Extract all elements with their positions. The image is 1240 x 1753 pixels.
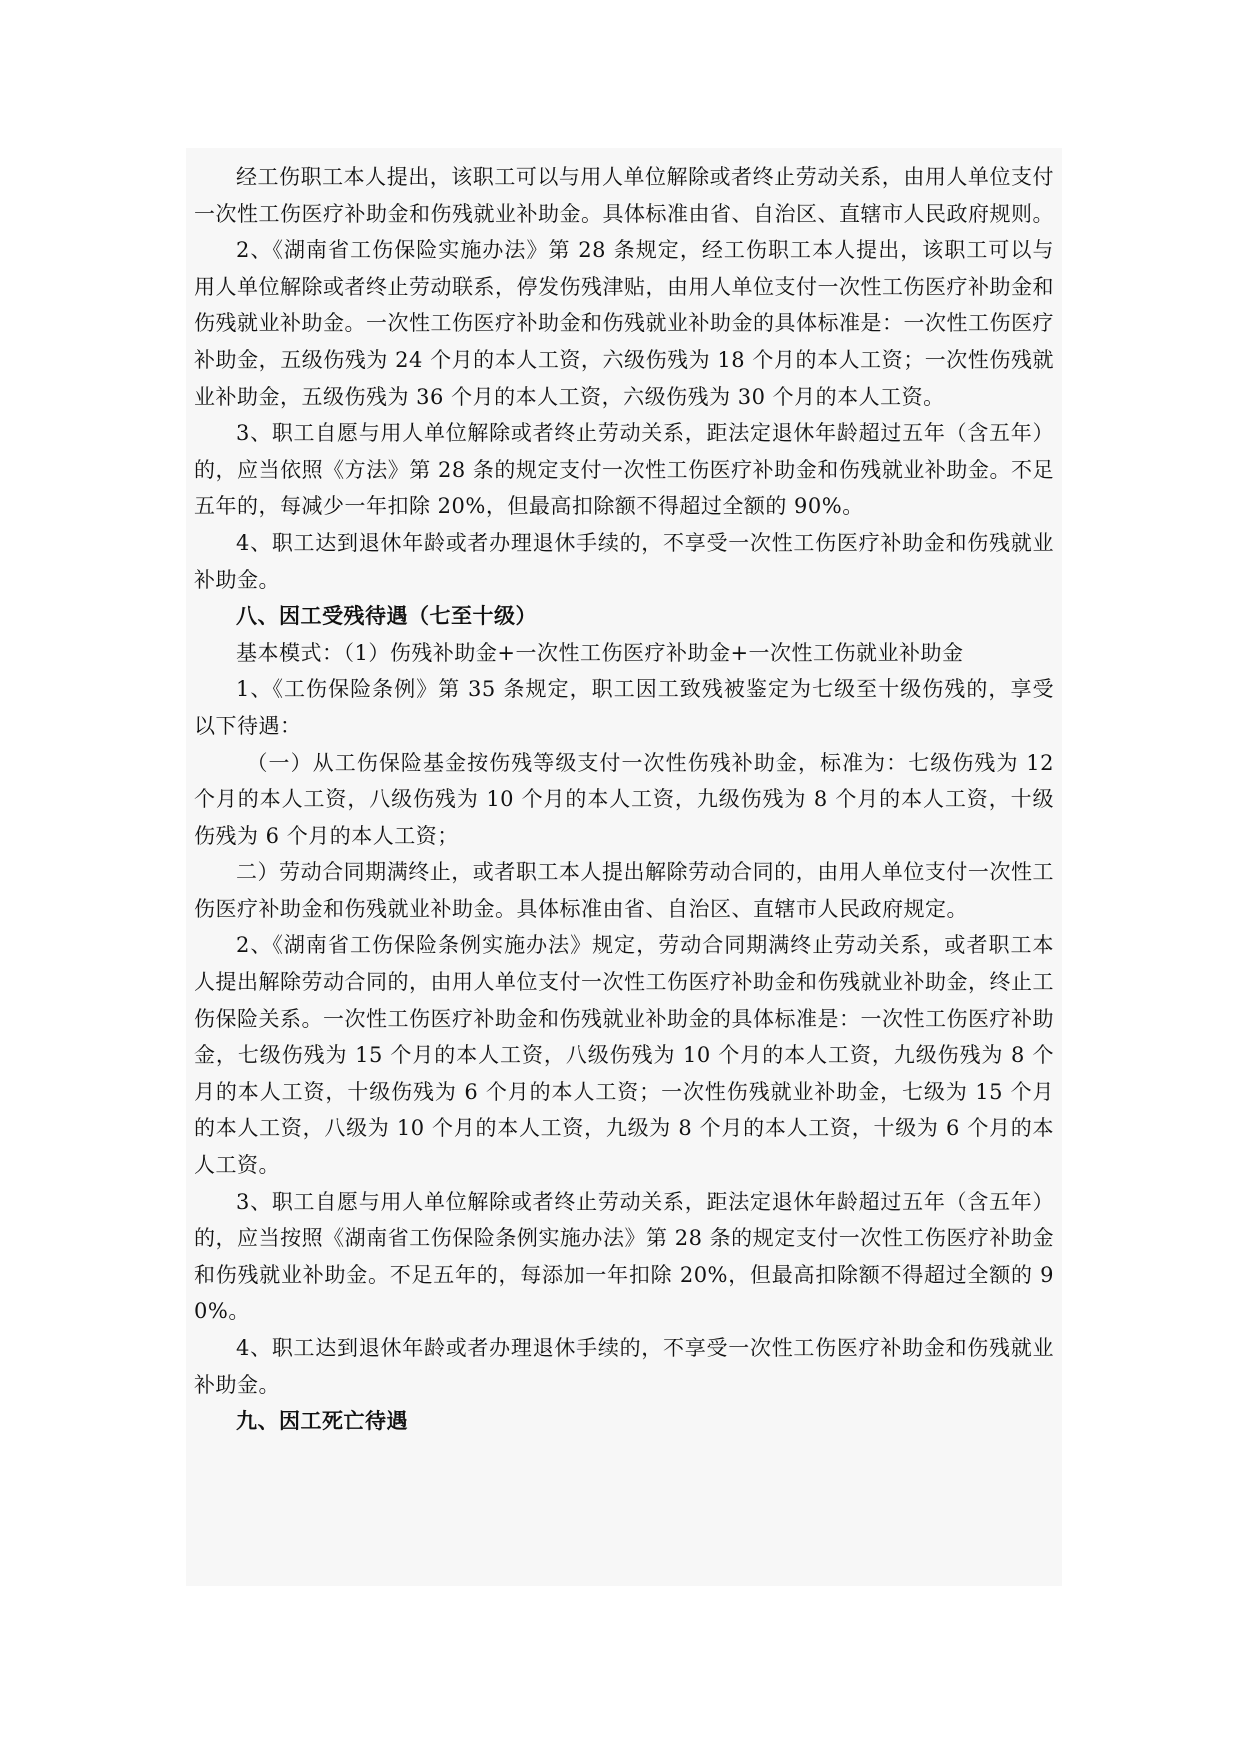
paragraph-clause-one: （一）从工伤保险基金按伤残等级支付一次性伤残补助金，标准为：七级伤残为 12 个月的本人工资，八级伤残为 10 个月的本人工资，九级伤残为 8 个月的本人工资，十级伤残为 6 个月的本人工资； <box>194 750 1054 848</box>
document-body <box>186 148 1062 1586</box>
paragraph-hunan-article-28: 2、《湖南省工伤保险实施办法》第 28 条规定，经工伤职工本人提出，该职工可以与用人单位解除或者终止劳动联系，停发伤残津贴，由用人单位支付一次性工伤医疗补助金和伤残就业补助金。一次性工伤医疗补助金和伤残就业补助金的具体标准是：一次性工伤医疗补助金，五级伤残为 24 个月的本人工资，六级伤残为 18 个月的本人工资；一次性伤残就业补助金，五级伤残为 36 个月的本人工资，六级伤残为 30 个月的本人工资。 <box>194 238 1054 409</box>
section-heading-grade-7-10: 八、因工受残待遇（七至十级） <box>236 603 537 629</box>
paragraph-voluntary-termination: 3、职工自愿与用人单位解除或者终止劳动关系，距法定退休年龄超过五年（含五年）的，应当依照《方法》第 28 条的规定支付一次性工伤医疗补助金和伤残就业补助金。不足五年的，每减少一年扣除 20%，但最高扣除额不得超过全额的 90%。 <box>194 421 1054 519</box>
paragraph-retirement-exclusion: 4、职工达到退休年龄或者办理退休手续的，不享受一次性工伤医疗补助金和伤残就业补助金。 <box>194 530 1054 592</box>
paragraph-voluntary-termination-2: 3、职工自愿与用人单位解除或者终止劳动关系，距法定退休年龄超过五年（含五年）的，应当按照《湖南省工伤保险条例实施办法》第 28 条的规定支付一次性工伤医疗补助金和伤残就业补助金。不足五年的，每添加一年扣除 20%，但最高扣除额不得超过全额的 90%。 <box>194 1189 1054 1324</box>
paragraph-hunan-implementation: 2、《湖南省工伤保险条例实施办法》规定，劳动合同期满终止劳动关系，或者职工本人提出解除劳动合同的，由用人单位支付一次性工伤医疗补助金和伤残就业补助金，终止工伤保险关系。一次性工伤医疗补助金和伤残就业补助金的具体标准是：一次性工伤医疗补助金，七级伤残为 15 个月的本人工资，八级伤残为 10 个月的本人工资，九级伤残为 8 个月的本人工资，十级伤残为 6 个月的本人工资；一次性伤残就业补助金，七级为 15 个月的本人工资，八级为 10 个月的本人工资，九级为 8 个月的本人工资，十级为 6 个月的本人工资。 <box>194 933 1054 1178</box>
section-heading-death-benefits: 九、因工死亡待遇 <box>236 1408 408 1434</box>
paragraph-basic-mode: 基本模式：（1）伤残补助金+一次性工伤医疗补助金+一次性工伤就业补助金 <box>236 640 964 665</box>
paragraph-retirement-exclusion-2: 4、职工达到退休年龄或者办理退休手续的，不享受一次性工伤医疗补助金和伤残就业补助金。 <box>194 1336 1054 1397</box>
paragraph-clause-two: 二）劳动合同期满终止，或者职工本人提出解除劳动合同的，由用人单位支付一次性工伤医疗补助金和伤残就业补助金。具体标准由省、自治区、直辖市人民政府规定。 <box>194 860 1054 921</box>
paragraph-regulation-article-35: 1、《工伤保险条例》第 35 条规定，职工因工致残被鉴定为七级至十级伤残的，享受以下待遇： <box>194 677 1054 738</box>
paragraph-lump-sum-intro: 经工伤职工本人提出，该职工可以与用人单位解除或者终止劳动关系，由用人单位支付一次性工伤医疗补助金和伤残就业补助金。具体标准由省、自治区、直辖市人民政府规则。 <box>194 165 1054 226</box>
